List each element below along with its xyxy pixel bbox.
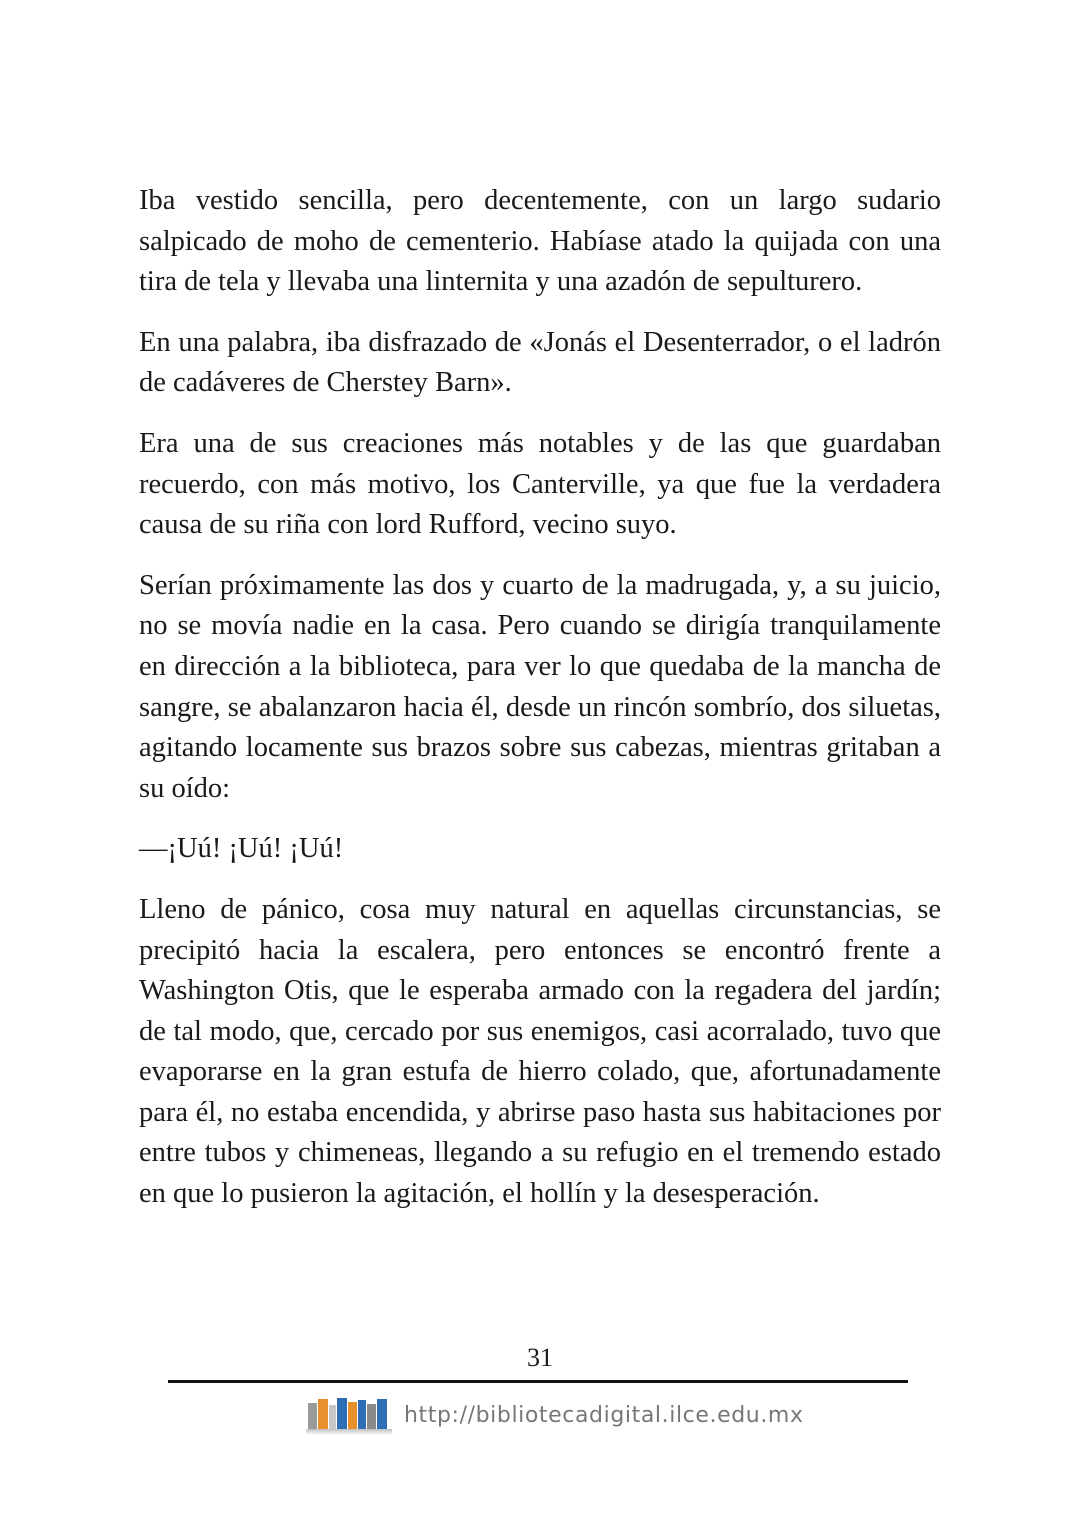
footer-url[interactable]: http://bibliotecadigital.ilce.edu.mx (404, 1402, 804, 1428)
dialogue-line: —¡Uú! ¡Uú! ¡Uú! (139, 833, 344, 865)
footer-divider (168, 1380, 908, 1383)
body-text (139, 181, 941, 1235)
paragraph-3: Era una de sus creaciones más notables y de las que guardaban recuerdo, con más motivo, los Canterville, ya que fue la verdadera causa de su riña con lord Rufford, vecino suyo. (139, 427, 941, 541)
paragraph-6: Lleno de pánico, cosa muy natural en aquellas circunstancias, se precipitó hacia la escalera, pero entonces se encontró frente a Washington Otis, que le esperaba armado con la regadera del jardín; de tal modo, que, cercado por sus enemigos, casi acorralado, tuvo que evaporarse en la gran estufa de hierro colado, que, afortunadamente para él, no estaba encendida, y abrirse paso hasta sus habitaciones por entre tubos y chimeneas, llegando a su refugio en el tremendo estado en que lo pusieron la agitación, el hollín y la desesperación. (139, 893, 941, 1210)
page-number: 31 (527, 1343, 553, 1372)
footer (306, 1392, 804, 1438)
paragraph-1: Iba vestido sencilla, pero decentemente, con un largo sudario salpicado de moho de cementerio. Habíase atado la quijada con una tira de tela y llevaba una linternita y una azadón de sepulturero. (139, 185, 941, 298)
paragraph-4: Serían próximamente las dos y cuarto de la madrugada, y, a su juicio, no se movía nadie en la casa. Pero cuando se dirigía tranquilamente en dirección a la biblioteca, para ver lo que quedaba de la mancha de sangre, se abalanzaron hacia él, desde un rincón sombrío, dos siluetas, agitando locamente sus brazos sobre sus cabezas, mientras gritaban a su oído: (139, 569, 941, 804)
books-logo-icon (306, 1395, 396, 1435)
paragraph-2: En una palabra, iba disfrazado de «Jonás el Desenterrador, o el ladrón de cadáveres de Cherstey Barn». (139, 326, 941, 399)
